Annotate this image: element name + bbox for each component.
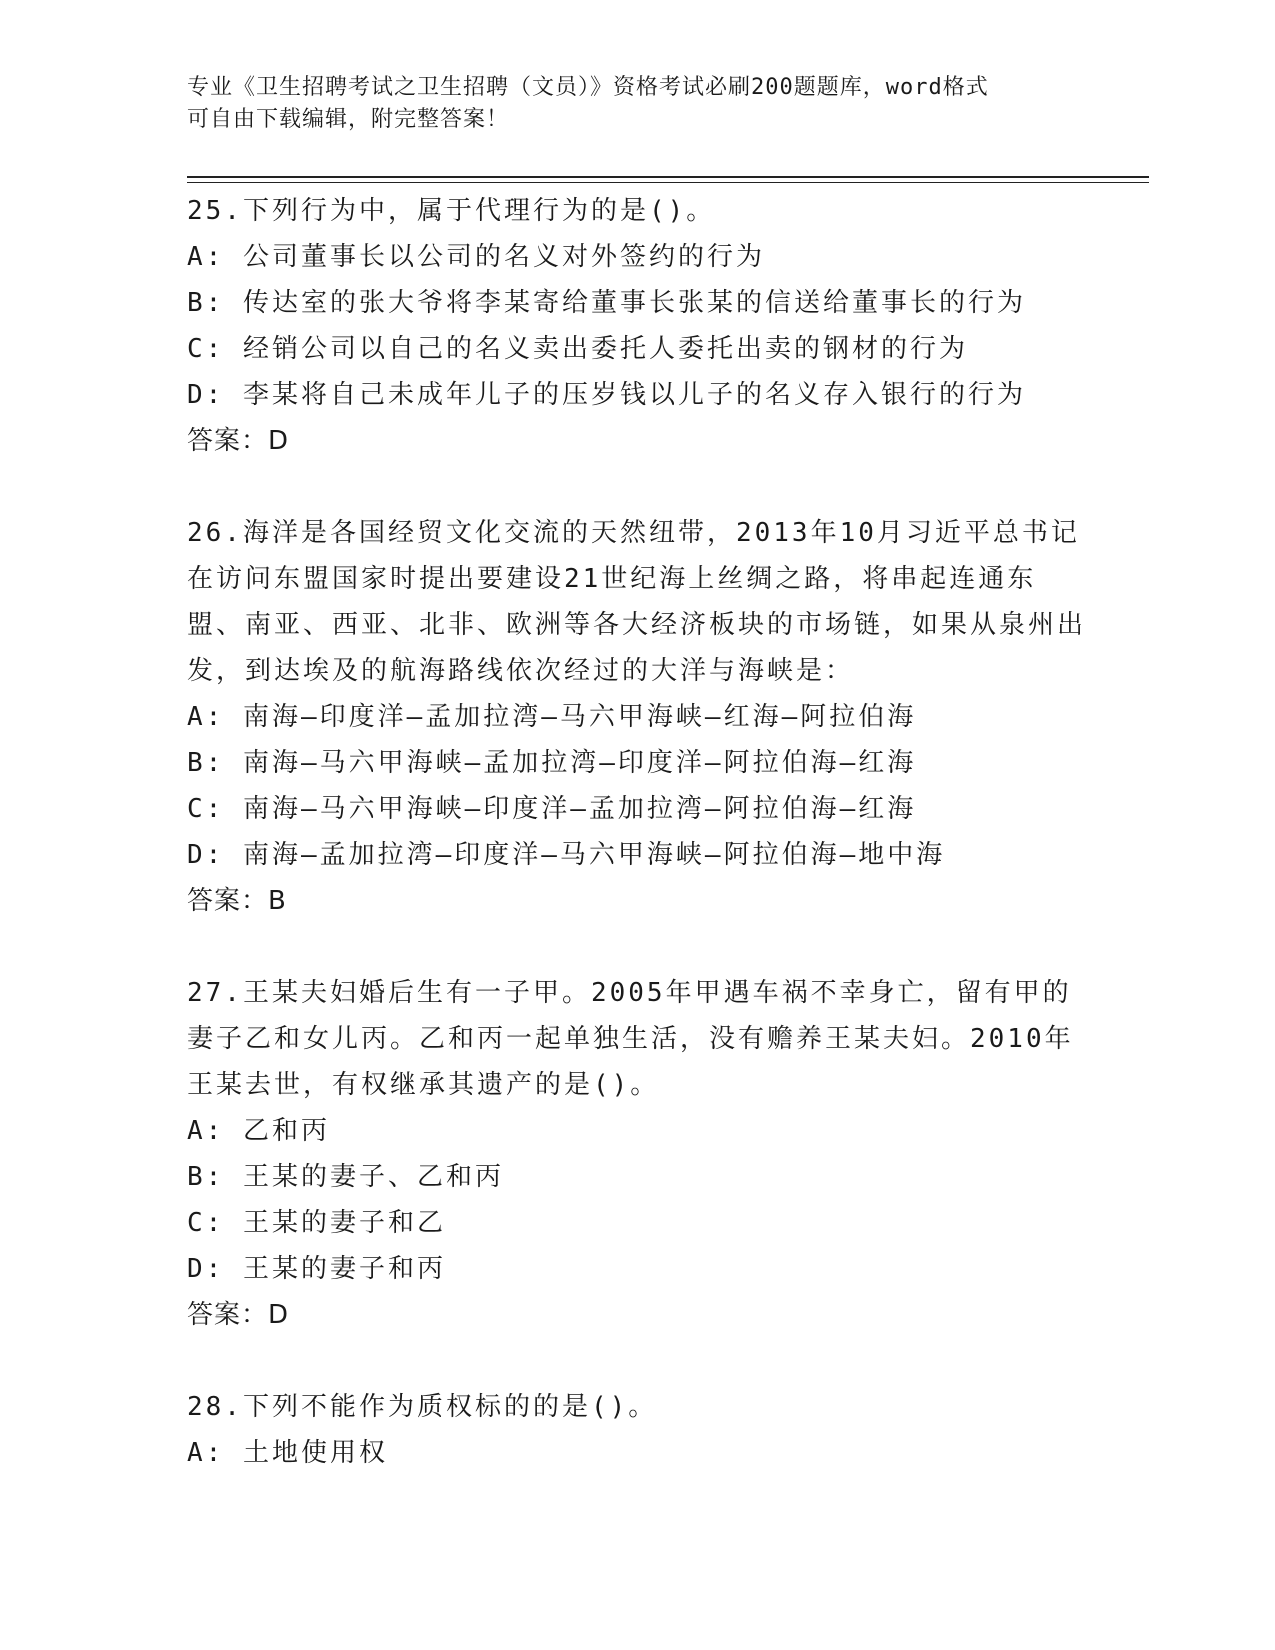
option-c: C: 王某的妻子和乙	[187, 1208, 446, 1238]
header-line-1: 专业《卫生招聘考试之卫生招聘（文员）》资格考试必刷200题题库，word格式	[187, 75, 989, 100]
option-b: B: 王某的妻子、乙和丙	[187, 1162, 504, 1192]
question-27	[187, 970, 1087, 1338]
header-divider-thick	[187, 176, 1149, 178]
document-header	[187, 72, 1067, 136]
question-stem: 25.下列行为中，属于代理行为的是()。	[187, 196, 716, 226]
option-c: C: 南海—马六甲海峡—印度洋—孟加拉湾—阿拉伯海—红海	[187, 794, 917, 824]
option-a: A: 公司董事长以公司的名义对外签约的行为	[187, 242, 765, 272]
question-26	[187, 510, 1087, 924]
answer-label: 答案：D	[187, 1300, 290, 1330]
option-c: C: 经销公司以自己的名义卖出委托人委托出卖的钢材的行为	[187, 334, 968, 364]
answer-label: 答案：D	[187, 426, 290, 456]
option-b: B: 南海—马六甲海峡—孟加拉湾—印度洋—阿拉伯海—红海	[187, 748, 917, 778]
header-line-2: 可自由下载编辑，附完整答案！	[187, 107, 510, 132]
option-b: B: 传达室的张大爷将李某寄给董事长张某的信送给董事长的行为	[187, 288, 1026, 318]
question-28	[187, 1384, 1087, 1476]
option-a: A: 南海—印度洋—孟加拉湾—马六甲海峡—红海—阿拉伯海	[187, 702, 917, 732]
answer-label: 答案：B	[187, 886, 287, 916]
option-a: A: 乙和丙	[187, 1116, 330, 1146]
option-a: A: 土地使用权	[187, 1438, 388, 1468]
question-stem: 28.下列不能作为质权标的的是()。	[187, 1392, 658, 1422]
question-25	[187, 188, 1087, 464]
option-d: D: 王某的妻子和丙	[187, 1254, 446, 1284]
question-list	[187, 188, 1087, 1522]
option-d: D: 李某将自己未成年儿子的压岁钱以儿子的名义存入银行的行为	[187, 380, 1026, 410]
question-stem: 26.海洋是各国经贸文化交流的天然纽带，2013年10月习近平总书记在访问东盟国家时提出要建设21世纪海上丝绸之路，将串起连通东盟、南亚、西亚、北非、欧洲等各大经济板块的市场链，如果从泉州出发，到达埃及的航海路线依次经过的大洋与海峡是：	[187, 518, 1087, 686]
header-divider-thin	[187, 182, 1149, 183]
option-d: D: 南海—孟加拉湾—印度洋—马六甲海峡—阿拉伯海—地中海	[187, 840, 946, 870]
question-stem: 27.王某夫妇婚后生有一子甲。2005年甲遇车祸不幸身亡，留有甲的妻子乙和女儿丙。乙和丙一起单独生活，没有赡养王某夫妇。2010年王某去世，有权继承其遗产的是()。	[187, 978, 1074, 1100]
